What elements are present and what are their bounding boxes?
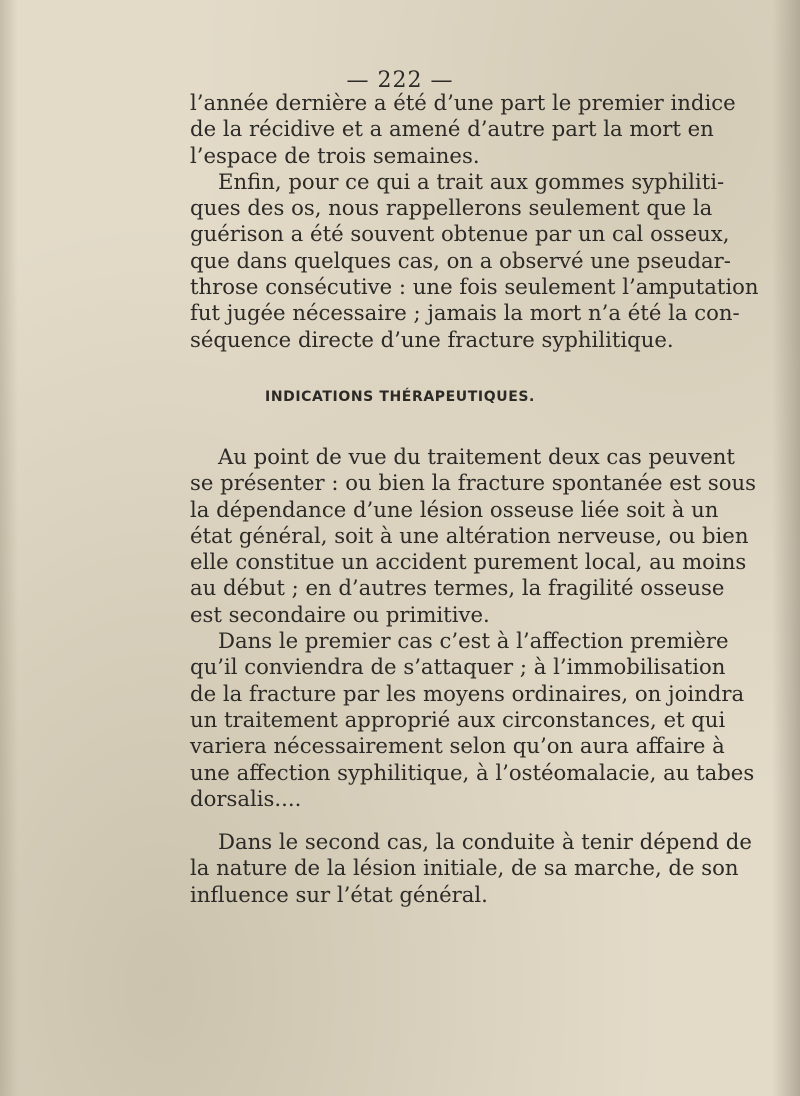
paragraph-continuation: [190, 90, 759, 353]
text-line: guérison a été souvent obtenue par un cal osseux,: [190, 221, 730, 247]
text-line: Enfin, pour ce qui a trait aux gommes syphiliti-: [218, 168, 725, 194]
text-line: Au point de vue du traitement deux cas peuvent: [218, 444, 735, 469]
text-line: elle constitue un accident purement local, au moins: [190, 549, 747, 575]
text-line: qu’il conviendra de s’attaquer ; à l’immobilisation: [190, 654, 726, 680]
paragraph-final: [190, 829, 752, 908]
section-heading: INDICATIONS THÉRAPEUTIQUES.: [265, 389, 535, 405]
text-line: throse consécutive : une fois seulement l’amputation: [190, 274, 759, 300]
text-line: la dépendance d’une lésion osseuse liée soit à un: [190, 496, 719, 522]
text-line: variera nécessairement selon qu’on aura affaire à: [190, 733, 725, 759]
text-line: dorsalis....: [190, 785, 302, 811]
text-line: un traitement approprié aux circonstances, et qui: [190, 706, 726, 732]
text-line: que dans quelques cas, on a observé une pseudar-: [190, 247, 731, 273]
text-line: séquence directe d’une fracture syphilitique.: [190, 326, 674, 352]
text-line: ques des os, nous rappellerons seulement que la: [190, 195, 713, 221]
text-line: se présenter : ou bien la fracture spontanée est sous: [190, 470, 757, 496]
text-line: de la fracture par les moyens ordinaires, on joindra: [190, 680, 745, 706]
text-line: l’année dernière a été d’une part le premier indice: [190, 90, 736, 115]
text-line: influence sur l’état général.: [190, 881, 488, 907]
text-line: la nature de la lésion initiale, de sa marche, de son: [190, 855, 739, 881]
text-line: est secondaire ou primitive.: [190, 601, 490, 627]
paragraph-group: [190, 444, 757, 812]
page-number: — 222 —: [346, 68, 454, 93]
text-line: fut jugée nécessaire ; jamais la mort n’a été la con-: [190, 300, 740, 326]
text-line: de la récidive et a amené d’autre part la mort en: [190, 116, 714, 142]
text-line: une affection syphilitique, à l’ostéomalacie, au tabes: [190, 759, 755, 785]
text-line: Dans le second cas, la conduite à tenir dépend de: [218, 829, 752, 854]
text-line: l’espace de trois semaines.: [190, 142, 480, 168]
text-line: Dans le premier cas c’est à l’affection première: [218, 628, 729, 654]
text-line: au début ; en d’autres termes, la fragilité osseuse: [190, 575, 725, 601]
text-line: état général, soit à une altération nerveuse, ou bien: [190, 522, 749, 548]
